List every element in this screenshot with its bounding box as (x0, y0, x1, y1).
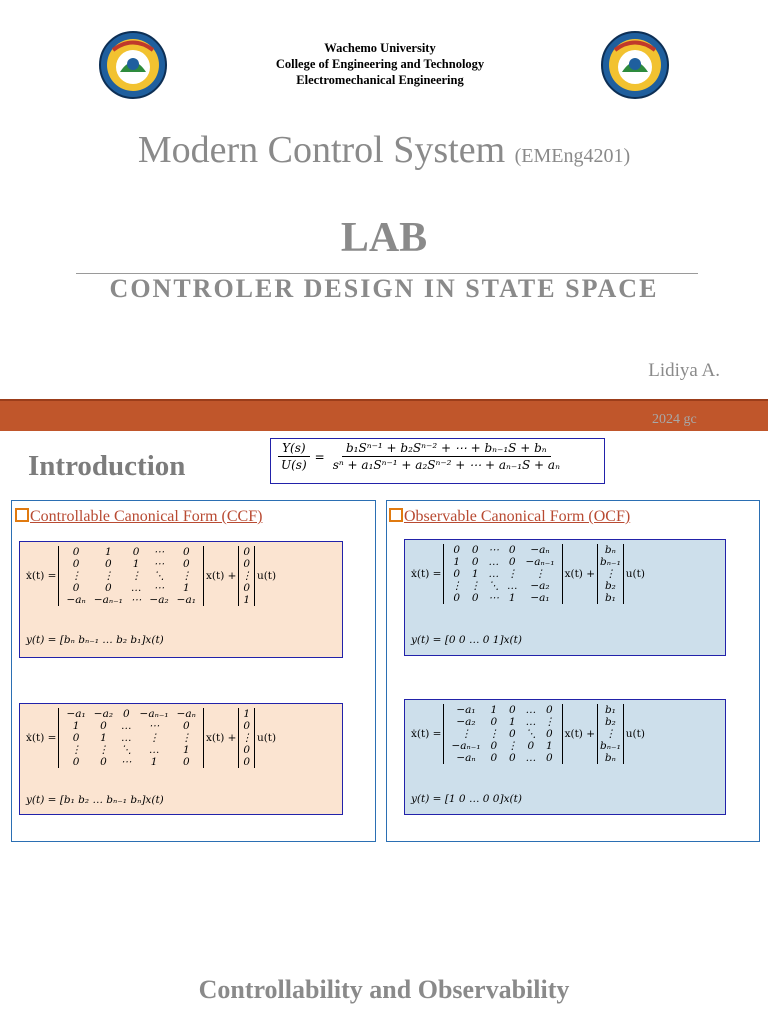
matrix-entry: ⋮ (181, 570, 192, 582)
ocf-state-eq-2 (411, 704, 645, 764)
ocf-heading-text: Observable Canonical Form (OCF) (404, 508, 631, 525)
matrix-entry: 0 (105, 558, 112, 570)
matrix-entry: ⋮ (460, 728, 472, 740)
lab-heading: LAB (340, 215, 428, 261)
matrix-entry: … (121, 720, 132, 732)
matrix-entry: −aₙ₋₁ (451, 740, 481, 752)
vector-entry: b₂ (604, 580, 616, 592)
matrix-entry: ⋯ (153, 546, 165, 558)
matrix-entry: 0 (508, 728, 516, 740)
ocf-xdot-2: ẋ(t) = (411, 728, 442, 740)
matrix-entry: 0 (182, 756, 190, 768)
matrix-entry: −aₙ₋₁ (525, 556, 555, 568)
matrix-entry: ⋮ (469, 580, 481, 592)
ccf-a-matrix-1 (58, 546, 203, 606)
matrix-entry: 0 (545, 752, 553, 764)
ocf-u-1: u(t) (625, 568, 645, 580)
matrix-entry: 0 (182, 546, 190, 558)
matrix-entry: 0 (72, 756, 80, 768)
matrix-entry: −a₁ (176, 594, 196, 606)
vector-entry: ⋮ (605, 568, 616, 580)
matrix-entry: 0 (508, 556, 516, 568)
matrix-entry: ⋮ (451, 580, 462, 592)
matrix-entry: 1 (150, 756, 158, 768)
ccf-equation-box-2 (19, 703, 343, 815)
institution-header (200, 40, 560, 88)
ccf-b-vector-1 (238, 546, 255, 606)
vector-entry: 0 (243, 720, 251, 732)
ocf-a-matrix-2 (443, 704, 562, 764)
checkbox-bullet-icon (15, 508, 29, 522)
vector-entry: 1 (243, 708, 251, 720)
ocf-xplus-1: x(t) + (564, 568, 596, 580)
ocf-equation-box-1 (404, 539, 726, 656)
ccf-equation-box-1 (19, 541, 343, 658)
vector-entry: b₁ (604, 704, 616, 716)
matrix-entry: 1 (182, 744, 190, 756)
matrix-entry: −aₙ (456, 752, 476, 764)
checkbox-bullet-icon (389, 508, 403, 522)
matrix-entry: −a₂ (149, 594, 169, 606)
matrix-entry: … (121, 732, 132, 744)
ocf-state-eq-1 (411, 544, 645, 604)
introduction-heading: Introduction (28, 450, 186, 482)
matrix-entry: 0 (490, 752, 498, 764)
matrix-entry: 0 (100, 720, 107, 732)
department-name: Electromechanical Engineering (296, 73, 464, 87)
matrix-entry: −aₙ₋₁ (139, 708, 169, 720)
matrix-entry: ⋱ (153, 570, 165, 582)
vector-entry: 1 (243, 594, 251, 606)
matrix-entry: 0 (545, 728, 553, 740)
matrix-entry: 1 (105, 546, 112, 558)
matrix-entry: … (148, 744, 160, 756)
matrix-entry: 0 (100, 756, 107, 768)
matrix-entry: … (130, 582, 142, 594)
matrix-entry: ⋯ (153, 582, 165, 594)
matrix-entry: 1 (490, 704, 498, 716)
tf-rhs-numerator: b₁Sⁿ⁻¹ + b₂Sⁿ⁻² + ⋯ + bₙ₋₁S + bₙ (342, 441, 551, 457)
matrix-entry: ⋱ (525, 728, 537, 740)
ccf-xdot-2: ẋ(t) = (26, 732, 57, 744)
matrix-entry: ⋯ (488, 592, 499, 604)
matrix-entry: … (525, 716, 537, 728)
matrix-entry: 0 (527, 740, 535, 752)
ccf-panel (11, 500, 376, 842)
matrix-entry: 1 (508, 592, 516, 604)
matrix-entry: −a₂ (93, 708, 114, 720)
matrix-entry: ⋱ (121, 744, 132, 756)
matrix-entry: ⋮ (507, 740, 518, 752)
matrix-entry: 0 (471, 544, 479, 556)
ocf-xdot-1: ẋ(t) = (411, 568, 442, 580)
matrix-entry: ⋮ (103, 570, 114, 582)
matrix-entry: −a₁ (66, 708, 86, 720)
matrix-entry: ⋮ (488, 728, 500, 740)
vector-entry: bₙ₋₁ (600, 740, 621, 752)
ccf-xplus-1: x(t) + (205, 570, 237, 582)
matrix-entry: −a₁ (530, 592, 550, 604)
matrix-entry: −a₁ (456, 704, 476, 716)
matrix-entry: ⋯ (121, 756, 132, 768)
matrix-entry: 1 (72, 720, 80, 732)
tf-rhs-denominator: sⁿ + a₁Sⁿ⁻¹ + a₂Sⁿ⁻² + ⋯ + aₙ₋₁S + aₙ (332, 458, 560, 472)
university-name: Wachemo University (324, 41, 436, 55)
matrix-entry: ⋮ (544, 716, 555, 728)
ccf-a-matrix-2 (58, 708, 203, 768)
matrix-entry: 1 (100, 732, 107, 744)
matrix-entry: 0 (105, 582, 112, 594)
matrix-entry: ⋮ (506, 568, 518, 580)
matrix-entry: 0 (471, 592, 479, 604)
vector-entry: bₙ (604, 752, 616, 764)
vector-entry: 0 (243, 546, 251, 558)
author-name: Lidiya A. (648, 360, 720, 381)
vector-entry: 0 (243, 756, 251, 768)
matrix-entry: … (488, 556, 499, 568)
vector-entry: 0 (243, 558, 251, 570)
matrix-entry: 1 (132, 558, 140, 570)
matrix-entry: −aₙ (530, 544, 550, 556)
matrix-entry: 0 (72, 558, 80, 570)
ocf-output-eq-2: y(t) = [1 0 … 0 0]x(t) (411, 793, 522, 805)
matrix-entry: 1 (182, 582, 190, 594)
tf-lhs-numerator: Y(s) (278, 441, 309, 457)
matrix-entry: ⋱ (488, 580, 499, 592)
course-title-main: Modern Control System (137, 129, 506, 171)
vector-entry: ⋮ (241, 732, 252, 744)
matrix-entry: 0 (453, 592, 461, 604)
matrix-entry: ⋮ (181, 732, 192, 744)
matrix-entry: 1 (471, 568, 479, 580)
vector-entry: ⋮ (241, 570, 252, 582)
ocf-a-matrix-1 (443, 544, 562, 604)
matrix-entry: ⋮ (98, 744, 109, 756)
matrix-entry: 0 (490, 740, 498, 752)
matrix-entry: 0 (132, 546, 140, 558)
university-logo-left (98, 30, 168, 100)
matrix-entry: 0 (122, 708, 130, 720)
vector-entry: b₂ (604, 716, 616, 728)
matrix-entry: ⋯ (153, 558, 165, 570)
matrix-entry: 1 (453, 556, 461, 568)
matrix-entry: 1 (508, 716, 516, 728)
course-code: (EMEng4201) (514, 145, 631, 167)
ocf-heading (389, 508, 630, 526)
matrix-entry: ⋯ (488, 544, 499, 556)
matrix-entry: 0 (72, 582, 80, 594)
ccf-u-1: u(t) (256, 570, 277, 582)
ocf-equation-box-2 (404, 699, 726, 815)
tf-rhs (329, 441, 564, 472)
course-title (0, 128, 768, 172)
tf-lhs (277, 441, 311, 472)
matrix-entry: ⋮ (148, 732, 160, 744)
matrix-entry: ⋯ (148, 720, 160, 732)
matrix-entry: 0 (471, 556, 479, 568)
vector-entry: bₙ (604, 544, 616, 556)
matrix-entry: ⋮ (130, 570, 142, 582)
matrix-entry: 0 (508, 752, 516, 764)
ccf-heading-text: Controllable Canonical Form (CCF) (30, 508, 263, 525)
ccf-output-eq-2: y(t) = [b₁ b₂ … bₙ₋₁ bₙ]x(t) (26, 794, 164, 806)
transfer-function-box: $\frac{Y(s)}{U(s)}$ = $\frac{\text{b₁Sⁿ⁻¹ + b₂Sⁿ⁻² + ⋯ + bₙ₋₁S + bₙ}}{\text{sⁿ + a₁Sⁿ⁻¹ + a₂Sⁿ⁻² + ⋯ + aₙ₋₁S + aₙ}}$ (270, 438, 605, 484)
tf-lhs-denominator: U(s) (281, 458, 307, 472)
matrix-entry: … (525, 752, 537, 764)
matrix-entry: … (488, 568, 499, 580)
matrix-entry: 0 (453, 568, 461, 580)
date-label: 2024 gc (652, 412, 697, 427)
vector-entry: 0 (243, 744, 251, 756)
matrix-entry: −aₙ (176, 708, 196, 720)
matrix-entry: 0 (182, 558, 190, 570)
ccf-state-eq-1 (26, 546, 276, 606)
matrix-entry: 0 (490, 716, 498, 728)
college-name: College of Engineering and Technology (275, 57, 485, 71)
matrix-entry: 0 (508, 704, 516, 716)
ocf-panel (386, 500, 760, 842)
matrix-entry: −a₂ (456, 716, 476, 728)
ocf-u-2: u(t) (625, 728, 645, 740)
matrix-entry: 0 (72, 732, 80, 744)
matrix-entry: 0 (453, 544, 461, 556)
university-logo-right (600, 30, 670, 100)
ccf-xplus-2: x(t) + (205, 732, 237, 744)
matrix-entry: ⋮ (70, 744, 82, 756)
ccf-xdot-1: ẋ(t) = (26, 570, 57, 582)
vector-entry: 0 (243, 582, 251, 594)
matrix-entry: … (525, 704, 537, 716)
ccf-heading (15, 508, 262, 526)
vector-entry: b₁ (604, 592, 616, 604)
ccf-state-eq-2 (26, 708, 276, 768)
matrix-entry: 0 (72, 546, 80, 558)
matrix-entry: ⋯ (130, 594, 142, 606)
vector-entry: ⋮ (605, 728, 616, 740)
vector-entry: bₙ₋₁ (600, 556, 621, 568)
ccf-u-2: u(t) (256, 732, 277, 744)
ccf-output-eq-1: y(t) = [bₙ bₙ₋₁ … b₂ b₁]x(t) (26, 634, 164, 646)
matrix-entry: −aₙ (66, 594, 86, 606)
ocf-xplus-2: x(t) + (564, 728, 596, 740)
ocf-b-vector-1 (597, 544, 624, 604)
matrix-entry: −aₙ₋₁ (93, 594, 123, 606)
matrix-entry: 0 (182, 720, 190, 732)
matrix-entry: 0 (508, 544, 516, 556)
ocf-output-eq-1: y(t) = [0 0 … 0 1]x(t) (411, 634, 522, 646)
matrix-entry: 1 (545, 740, 553, 752)
ocf-b-vector-2 (597, 704, 624, 764)
controllability-heading: Controllability and Observability (198, 975, 570, 1004)
matrix-entry: … (506, 580, 518, 592)
matrix-entry: 0 (545, 704, 553, 716)
matrix-entry: −a₂ (530, 580, 550, 592)
lab-subtitle: CONTROLER DESIGN IN STATE SPACE (109, 274, 659, 303)
ccf-b-vector-2 (238, 708, 255, 768)
matrix-entry: ⋮ (534, 568, 546, 580)
matrix-entry: ⋮ (70, 570, 82, 582)
